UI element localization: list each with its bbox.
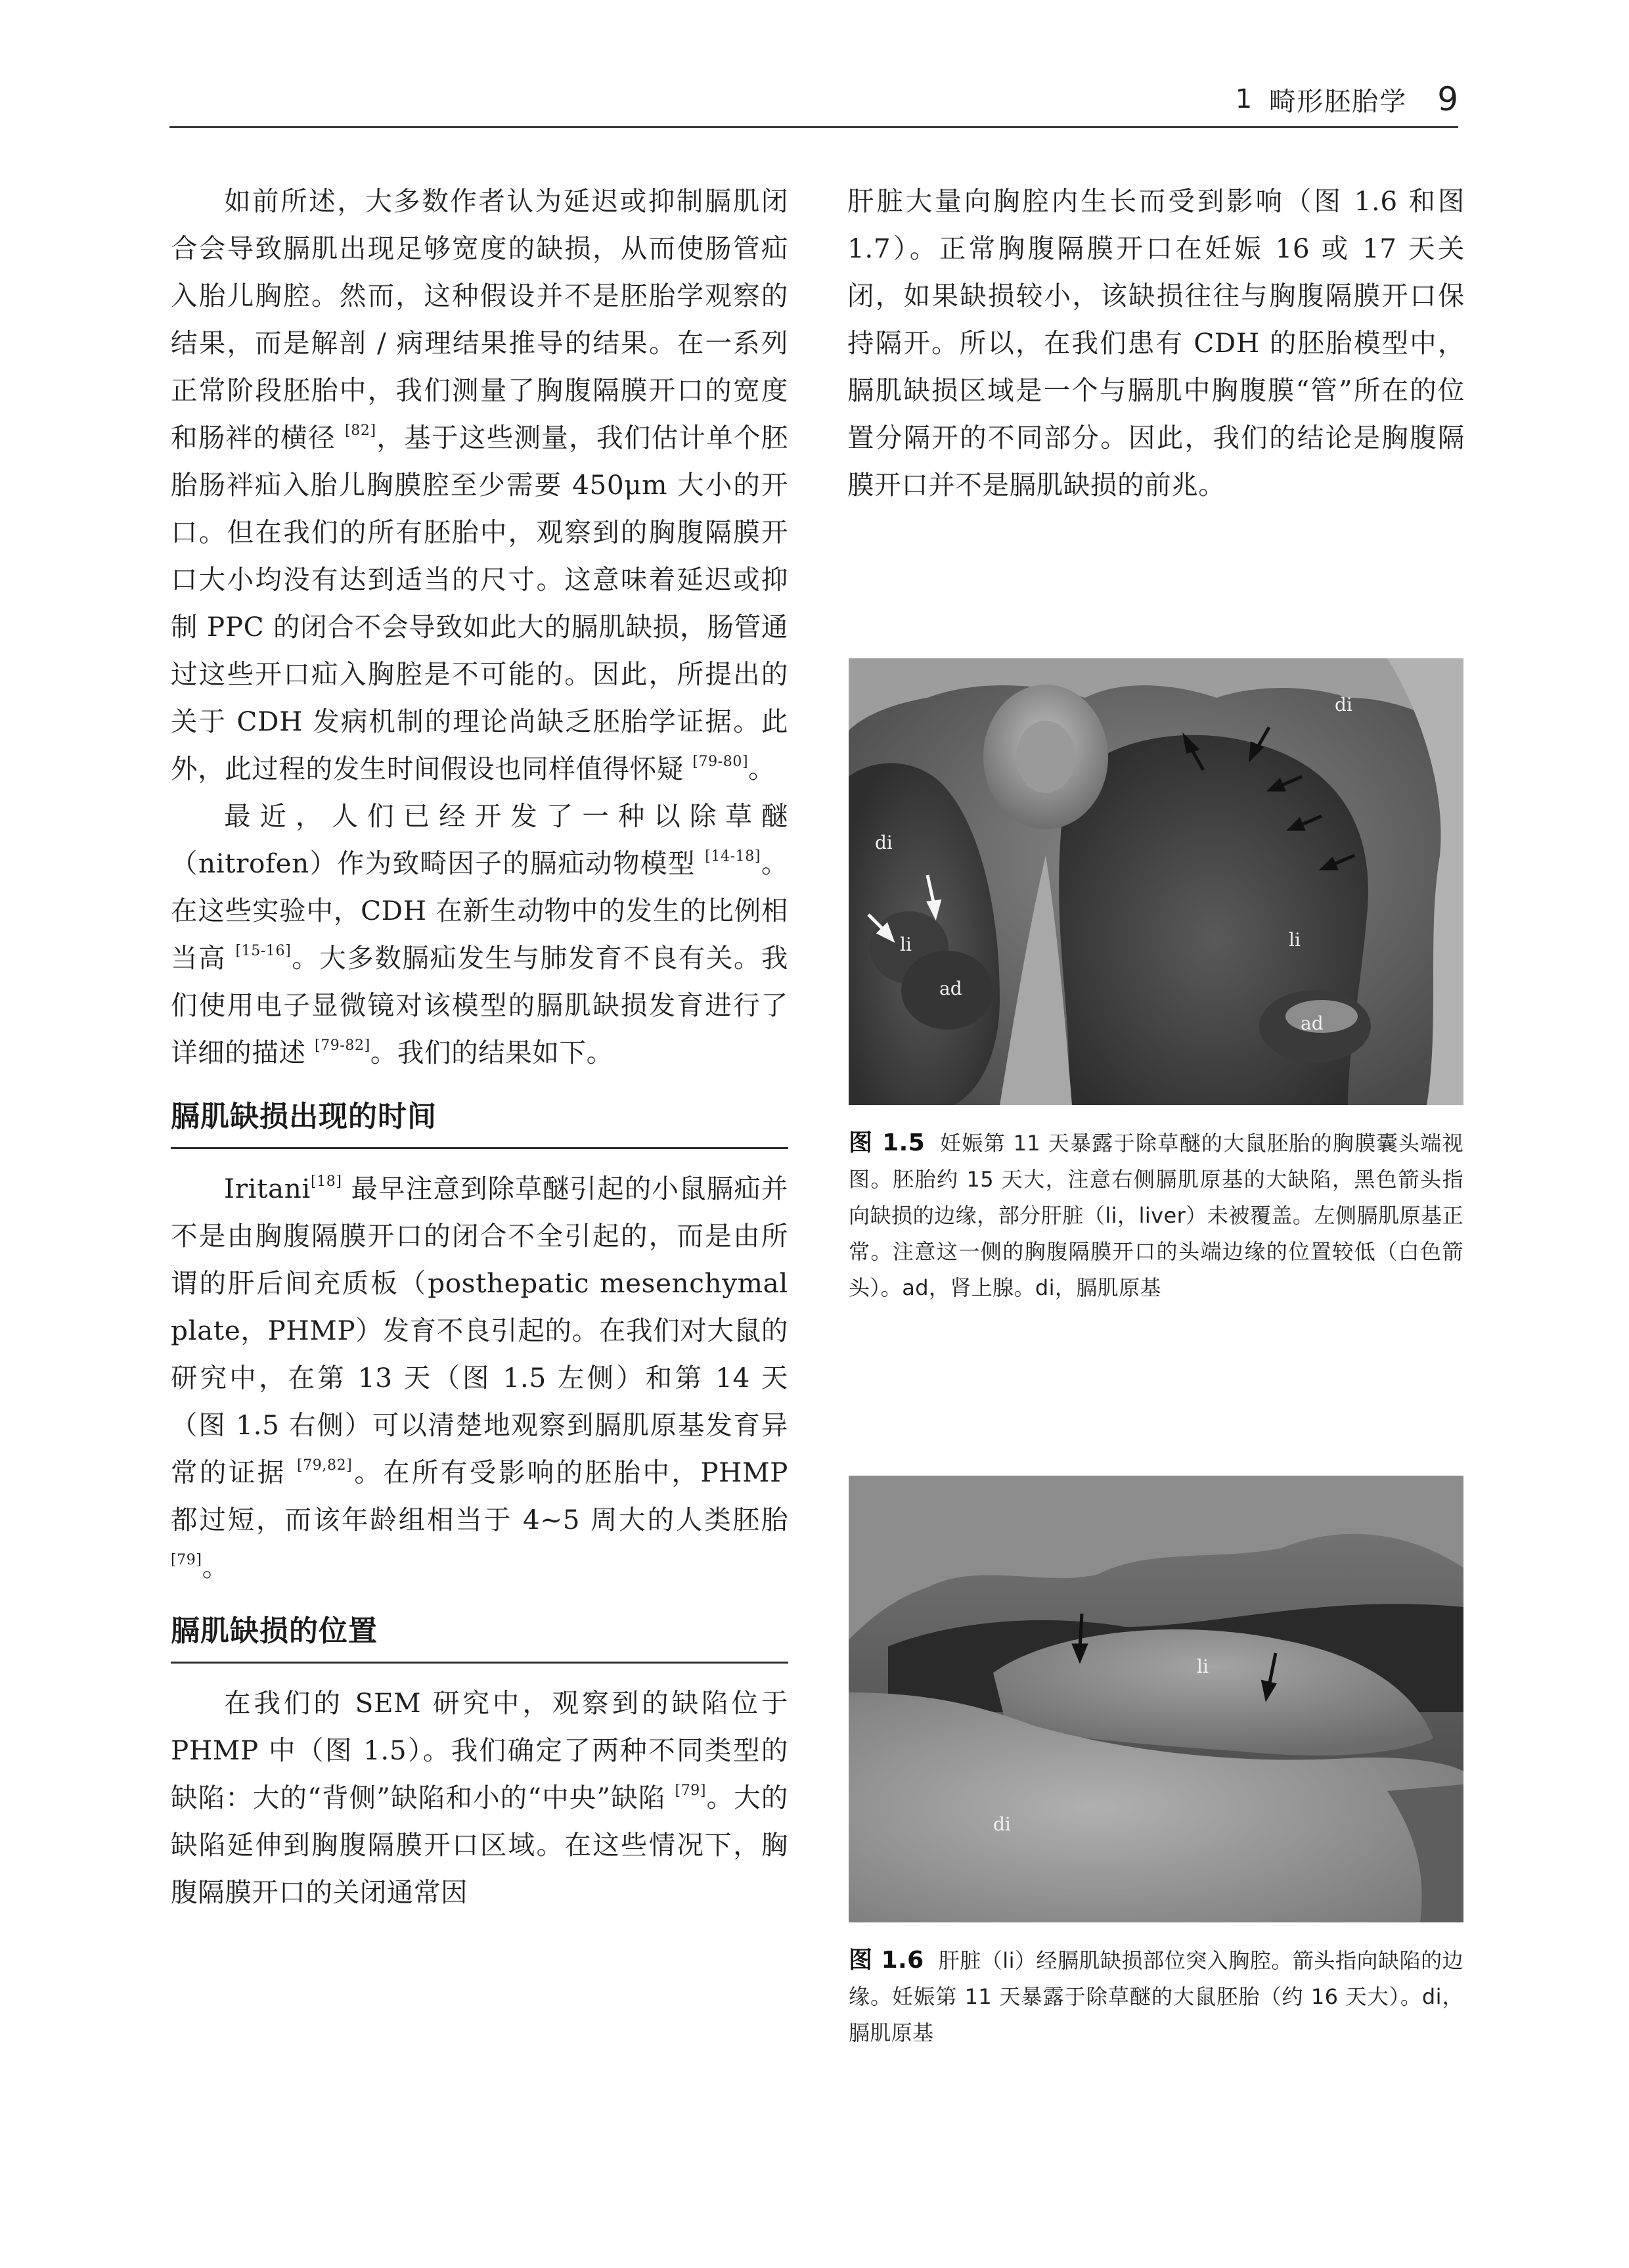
figure-caption xyxy=(849,1125,1463,1306)
label-di-left: di xyxy=(875,832,893,853)
caption-text: 肝脏（li）经膈肌缺损部位突入胸腔。箭头指向缺陷的边缘。妊娠第 11 天暴露于除草醚的大鼠胚胎（约 16 天大）。di，膈肌原基 xyxy=(849,1948,1464,2045)
sem-micrograph xyxy=(849,658,1463,1105)
citation: [79] xyxy=(171,1551,202,1568)
left-column xyxy=(171,177,788,1916)
figure-label: 图 1.6 xyxy=(849,1947,924,1974)
header-rule xyxy=(169,126,1458,128)
paragraph: 如前所述，大多数作者认为延迟或抑制膈肌闭合会导致膈肌出现足够宽度的缺损，从而使肠管疝入胎儿胸腔。然而，这种假设并不是胚胎学观察的结果，而是解剖 / 病理结果推导的结果。在一系列正常阶段胚胎中，我们测量了胸腹隔膜开口的宽度和肠袢的横径 [82]，基于这些测量，我们估计单个胚胎肠袢疝入胎儿胸膜腔至少需要 450μm 大小的开口。但在我们的所有胚胎中，观察到的胸腹隔膜开口大小均没有达到适当的尺寸。这意味着延迟或抑制 PPC 的闭合不会导致如此大的膈肌缺损，肠管通过这些开口疝入胸腔是不可能的。因此，所提出的关于 CDH 发病机制的理论尚缺乏胚胎学证据。此外，此过程的发生时间假设也同样值得怀疑 [79-80]。 xyxy=(171,185,788,784)
section-heading: 膈肌缺损出现的时间 xyxy=(171,1093,788,1149)
sem-micrograph xyxy=(849,1476,1463,1922)
label-di: di xyxy=(993,1813,1011,1835)
citation: [79-80] xyxy=(692,753,749,770)
running-head xyxy=(1236,76,1458,122)
figure-1-6 xyxy=(849,1476,1463,2051)
paragraph: 最近，人们已经开发了一种以除草醚（nitrofen）作为致畸因子的膈疝动物模型 [14-18]。在这些实验中，CDH 在新生动物中的发生的比例相当高 [15-16]。大多数膈疝发生与肺发育不良有关。我们使用电子显微镜对该模型的膈肌缺损发育进行了详细的描述 [79-82]。我们的结果如下。 xyxy=(171,800,788,1068)
label-ad-right: ad xyxy=(1301,1012,1324,1034)
paragraph: 肝脏大量向胸腔内生长而受到影响（图 1.6 和图 1.7）。正常胸腹隔膜开口在妊娠 16 或 17 天关闭，如果缺损较小，该缺损往往与胸腹隔膜开口保持隔开。所以，在我们患有 CDH 的胚胎模型中，膈肌缺损区域是一个与膈肌中胸腹膜“管”所在的位置分隔开的不同部分。因此，我们的结论是胸腹隔膜开口并不是膈肌缺损的前兆。 xyxy=(847,185,1465,501)
figure-caption xyxy=(849,1942,1463,2051)
citation: [15-16] xyxy=(235,942,292,959)
citation: [14-18] xyxy=(705,848,761,865)
citation: [79,82] xyxy=(297,1457,353,1474)
caption-text: 妊娠第 11 天暴露于除草醚的大鼠胚胎的胸膜囊头端视图。胚胎约 15 天大，注意右侧膈肌原基的大缺陷，黑色箭头指向缺损的边缘，部分肝脏（li，liver）未被覆盖。左侧膈肌原基正常。注意这一侧的胸腹隔膜开口的头端边缘的位置较低（白色箭头）。ad，肾上腺。di，膈肌原基 xyxy=(849,1131,1463,1300)
label-ad-left: ad xyxy=(939,978,962,999)
citation: [82] xyxy=(345,422,376,439)
citation: [18] xyxy=(310,1173,342,1190)
figure-1-5 xyxy=(849,658,1463,1306)
paragraph: 在我们的 SEM 研究中，观察到的缺陷位于 PHMP 中（图 1.5）。我们确定了两种不同类型的缺陷：大的“背侧”缺陷和小的“中央”缺陷 [79]。大的缺陷延伸到胸腹隔膜开口区域。在这些情况下，胸腹隔膜开口的关闭通常因 xyxy=(171,1687,788,1908)
chapter-number: 1 xyxy=(1235,84,1253,114)
paragraph: Iritani[18] 最早注意到除草醚引起的小鼠膈疝并不是由胸腹隔膜开口的闭合不全引起的，而是由所谓的肝后间充质板（posthepatic mesenchymal plate，PHMP）发育不良引起的。在我们对大鼠的研究中，在第 13 天（图 1.5 左侧）和第 14 天（图 1.5 右侧）可以清楚地观察到膈肌原基发育异常的证据 [79,82]。在所有受影响的胚胎中，PHMP 都过短，而该年龄组相当于 4~5 周大的人类胚胎 [79]。 xyxy=(171,1173,789,1583)
label-di-top: di xyxy=(1335,694,1352,715)
section-heading: 膈肌缺损的位置 xyxy=(171,1608,788,1664)
right-column xyxy=(847,177,1465,509)
label-li: li xyxy=(1197,1656,1209,1677)
citation: [79-82] xyxy=(314,1037,370,1054)
figure-label: 图 1.5 xyxy=(849,1129,926,1156)
page-number: 9 xyxy=(1437,80,1458,118)
citation: [79] xyxy=(675,1782,707,1799)
label-li-left: li xyxy=(900,934,912,955)
label-li-right: li xyxy=(1289,929,1301,951)
chapter-title: 畸形胚胎学 xyxy=(1269,86,1408,117)
